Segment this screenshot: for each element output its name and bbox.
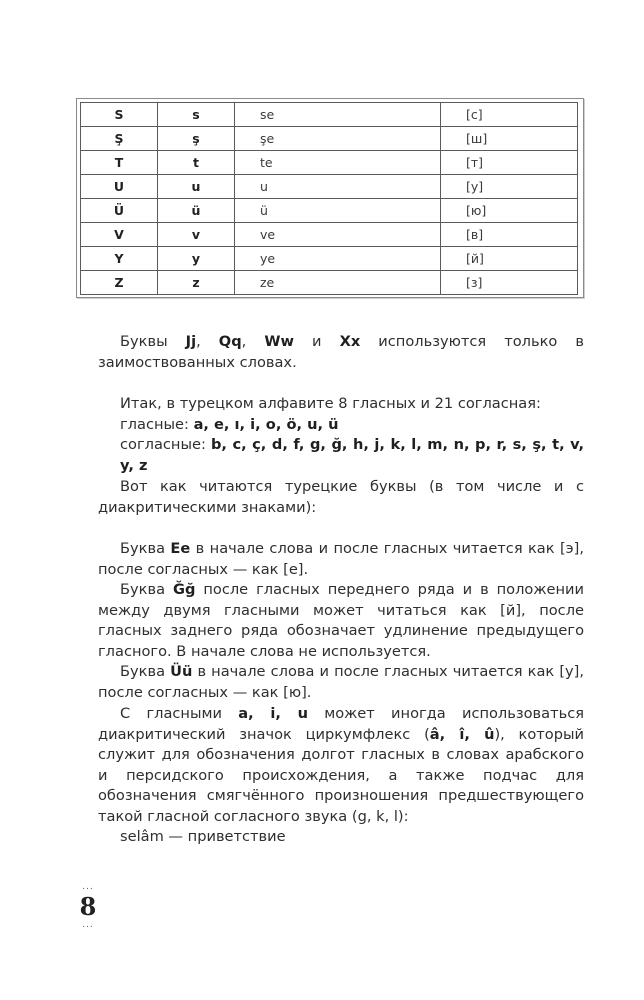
rule-ee xyxy=(98,539,584,580)
letter-sound: [ш] xyxy=(441,127,578,151)
text: используются только в заимоствованных словах. xyxy=(98,333,585,371)
text: ), который служит для обозначения долгот гласных в словах арабского и персидского происхождения, а также подчас для обозначения смягчённого произношения предшествующего такой гласной согласного звука (g, k, l): xyxy=(98,725,584,825)
circumflex-text xyxy=(98,704,584,827)
table-row xyxy=(81,223,578,247)
consonants-line xyxy=(98,435,584,476)
table-row xyxy=(81,151,578,175)
text: и xyxy=(293,333,340,350)
text: , xyxy=(241,333,265,350)
alphabet-summary xyxy=(98,394,584,476)
lowercase-letter: y xyxy=(158,247,235,271)
letter-name: u xyxy=(235,175,441,199)
uppercase-letter: U xyxy=(81,175,158,199)
uppercase-letter: Y xyxy=(81,247,158,271)
letter-sound: [ю] xyxy=(441,199,578,223)
lowercase-letter: ş xyxy=(158,127,235,151)
letter-name: te xyxy=(235,151,441,175)
lowercase-letter: u xyxy=(158,175,235,199)
letter-sound: [в] xyxy=(441,223,578,247)
letter-sound: [й] xyxy=(441,247,578,271)
letter-name: ve xyxy=(235,223,441,247)
rule-letter: Ee xyxy=(170,540,191,557)
text: в начале слова и после гласных читается как [у], после согласных — как [ю]. xyxy=(98,663,584,701)
summary-intro: Итак, в турецком алфавите 8 гласных и 21 согласная: xyxy=(120,395,541,412)
letter-name: ye xyxy=(235,247,441,271)
table-row xyxy=(81,175,578,199)
uppercase-letter: S xyxy=(81,103,158,127)
text: после гласных переднего ряда и в положении между двумя гласными может читаться как [й], после гласных заднего ряда обозначает удлинение предыдущего гласного. В начале слова не используется. xyxy=(98,581,584,660)
vowels-line xyxy=(98,415,584,436)
borrowed-letters-paragraph xyxy=(98,332,584,373)
table-row xyxy=(81,127,578,151)
text: Буква xyxy=(120,540,171,557)
text: в начале слова и после гласных читается как [э], после согласных — как [е]. xyxy=(98,540,584,578)
rule-gg xyxy=(98,580,584,662)
text: Буквы xyxy=(120,333,186,350)
table-row xyxy=(81,271,578,295)
consonants-list: b, c, ç, d, f, g, ğ, h, j, k, l, m, n, p, r, s, ş, t, v, y, z xyxy=(120,436,585,474)
table-row xyxy=(81,247,578,271)
uppercase-letter: T xyxy=(81,151,158,175)
letter-ww: Ww xyxy=(264,333,294,350)
lowercase-letter: v xyxy=(158,223,235,247)
text: Буква xyxy=(120,581,173,598)
alphabet-table-frame xyxy=(76,98,584,298)
alphabet-table-body xyxy=(81,103,578,295)
vowels-list: a, e, ı, i, o, ö, u, ü xyxy=(193,415,339,433)
letter-jj: Jj xyxy=(185,333,197,350)
rule-letter: Üü xyxy=(170,663,193,680)
letter-sound: [у] xyxy=(441,175,578,199)
reading-rules xyxy=(98,539,584,703)
page-number: 8 xyxy=(79,892,97,921)
lowercase-letter: t xyxy=(158,151,235,175)
letter-name: şe xyxy=(235,127,441,151)
letter-sound: [с] xyxy=(441,103,578,127)
rule-letter: Ğğ xyxy=(172,581,196,598)
letter-sound: [т] xyxy=(441,151,578,175)
lowercase-letter: ü xyxy=(158,199,235,223)
example-word: selâm — приветствие xyxy=(120,828,286,845)
reading-intro-paragraph xyxy=(98,477,584,518)
text: Буква xyxy=(120,663,171,680)
circumflex-paragraph xyxy=(98,704,584,848)
uppercase-letter: V xyxy=(81,223,158,247)
page-number-dots-top: ... xyxy=(82,882,94,892)
text: С гласными xyxy=(120,705,239,722)
circumflex-marks: â, î, û xyxy=(429,725,495,743)
consonants-label: согласные: xyxy=(120,436,211,453)
letter-xx: Xx xyxy=(339,333,361,350)
page-number-dots-bottom: ... xyxy=(82,920,94,930)
letter-qq: Qq xyxy=(218,333,242,350)
lowercase-letter: s xyxy=(158,103,235,127)
lowercase-letter: z xyxy=(158,271,235,295)
vowels-label: гласные: xyxy=(120,415,194,433)
rule-uu xyxy=(98,662,584,703)
alphabet-table xyxy=(80,102,578,295)
letter-sound: [з] xyxy=(441,271,578,295)
uppercase-letter: Ü xyxy=(81,199,158,223)
uppercase-letter: Ş xyxy=(81,127,158,151)
text: может иногда использоваться диакритический значок циркумфлекс ( xyxy=(98,705,584,743)
table-row xyxy=(81,103,578,127)
letter-name: ü xyxy=(235,199,441,223)
text: , xyxy=(196,333,219,350)
circumflex-vowels: a, i, u xyxy=(238,705,308,722)
reading-intro: Вот как читаются турецкие буквы (в том числе и с диакритическими знаками): xyxy=(98,478,584,516)
letter-name: se xyxy=(235,103,441,127)
table-row xyxy=(81,199,578,223)
uppercase-letter: Z xyxy=(81,271,158,295)
letter-name: ze xyxy=(235,271,441,295)
